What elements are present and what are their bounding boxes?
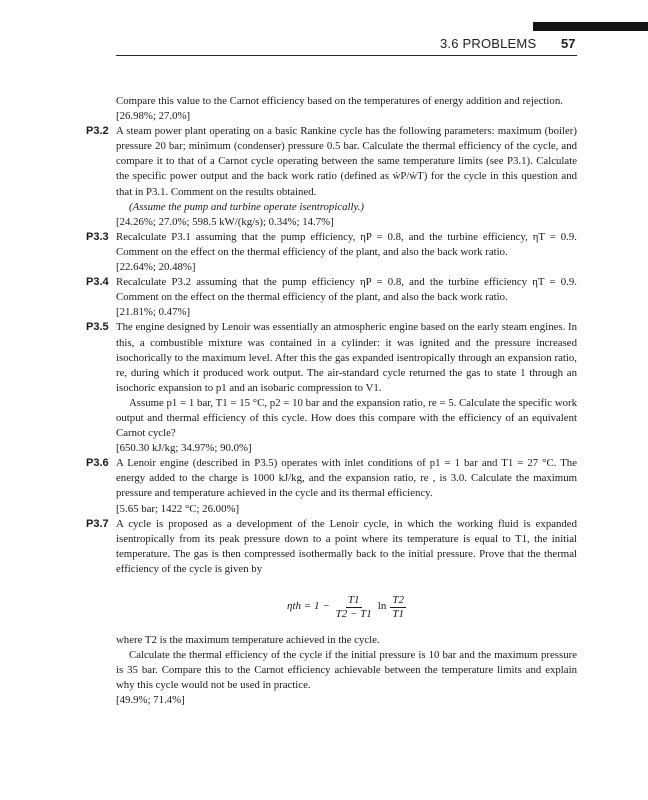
formula-fraction <box>334 594 374 621</box>
problem-text: A cycle is proposed as a development of the Lenoir cycle, in which the working fluid is expanded isentropically from its peak pressure down to a point where its temperature is equal to T1, the initial temperature. The gas is then compressed isothermally back to the initial pressure. Prove that the thermal efficiency of the cycle is given by <box>116 517 577 575</box>
problem-continuation: Calculate the thermal efficiency of the cycle if the initial pressure is 10 bar and the maximum pressure is 35 bar. Compare this to the Carnot efficiency achievable between the temperature limits and explain why this cycle would not be used in practice. <box>116 649 577 692</box>
problem-answer: [49.9%; 71.4%] <box>116 694 185 707</box>
formula-denominator: T2 − T1 <box>335 607 372 620</box>
section-title: 3.6 PROBLEMS <box>440 36 537 51</box>
problem-text: Recalculate P3.1 assuming that the pump efficiency, ηP = 0.8, and the turbine efficiency, ηT = 0.9. Comment on the effect on the thermal efficiency of the plant, and also the back work ratio. <box>116 230 577 258</box>
problem-text: The engine designed by Lenoir was essentially an atmospheric engine based on the early steam engines. In this, a combustible mixture was contained in a cylinder: it was ignited and the pressure increased isochorically to the maximum level. After this the gas expanded isentropically through an expansion ratio, re, during which it produced work output. The air-standard cycle returned the gas to state 1 through an isochoric expansion to p1 and an isobaric compression to V1. <box>116 321 577 394</box>
problem-p3-3 <box>86 230 577 275</box>
problem-p3-7 <box>86 517 577 709</box>
intro-text: Compare this value to the Carnot efficiency based on the temperatures of energy addition and rejection. <box>116 95 563 107</box>
problem-label: P3.4 <box>86 276 109 289</box>
problem-label: P3.3 <box>86 230 109 243</box>
problem-answer: [21.81%; 0.47%] <box>116 306 191 319</box>
problem-label: P3.2 <box>86 125 109 138</box>
formula-ln: ln <box>377 600 387 613</box>
problem-p3-4 <box>86 275 577 320</box>
intro-answer: [26.98%; 27.0%] <box>116 110 191 123</box>
header-bar <box>533 22 648 31</box>
problem-continuation: Assume p1 = 1 bar, T1 = 15 °C, p2 = 10 bar and the expansion ratio, re = 5. Calculate the specific work output and thermal efficiency of this cycle. How does this compare with the efficiency of an equivalent Carnot cycle? <box>116 396 577 440</box>
problem-label: P3.6 <box>86 457 109 470</box>
problem-answer: [24.26%; 27.0%; 598.5 kW/(kg/s); 0.34%; 14.7%] <box>116 215 334 228</box>
problem-p3-2 <box>86 124 577 230</box>
problem-label: P3.5 <box>86 321 109 334</box>
formula-denominator: T1 <box>392 607 404 620</box>
formula-fraction <box>390 594 406 621</box>
problem-text: A Lenoir engine (described in P3.5) operates with inlet conditions of p1 = 1 bar and T1 = 27 °C. The energy added to the charge is 1000 kJ/kg, and the expansion ratio, re , is 3.0. Calculate the maximum pressure and temperature achieved in the cycle and its thermal efficiency. <box>116 457 577 500</box>
formula-numerator: T2 <box>392 593 404 606</box>
formula-numerator: T1 <box>347 593 360 606</box>
problem-p3-6 <box>86 456 577 516</box>
problem-p3-5 <box>86 320 577 456</box>
problem-note: (Assume the pump and turbine operate isentropically.) <box>129 200 364 213</box>
efficiency-formula <box>116 583 577 631</box>
page-number: 57 <box>561 36 576 51</box>
problem-text: A steam power plant operating on a basic Rankine cycle has the following parameters: maximum (boiler) pressure 20 bar; minimum (condenser) pressure 0.5 bar. Calculate the thermal efficiency of the cycle, and compare it to that of a Carnot cycle operating between the same temperature limits (see P3.1). Calculate the specific power output and the back work ratio (defined as ẇP/ẇT) for the cycle in this question and that in P3.1. Comment on the results obtained. <box>116 125 577 198</box>
problem-answer: [5.65 bar; 1422 °C; 26.00%] <box>116 502 240 515</box>
problem-answer: [650.30 kJ/kg; 34.97%; 90.0%] <box>116 442 252 455</box>
problem-answer: [22.64%; 20.48%] <box>116 261 196 274</box>
problem-after-formula: where T2 is the maximum temperature achieved in the cycle. <box>116 634 380 646</box>
header-rule <box>116 55 577 56</box>
problem-text: Recalculate P3.2 assuming that the pump efficiency ηP = 0.8, and the turbine efficiency ηT = 0.9. Comment on the effect on the thermal efficiency of the plant, and also the back work ratio. <box>116 276 577 304</box>
problems-content <box>86 94 577 708</box>
problem-label: P3.7 <box>86 517 109 530</box>
formula-lhs: ηth = 1 − <box>287 600 330 613</box>
